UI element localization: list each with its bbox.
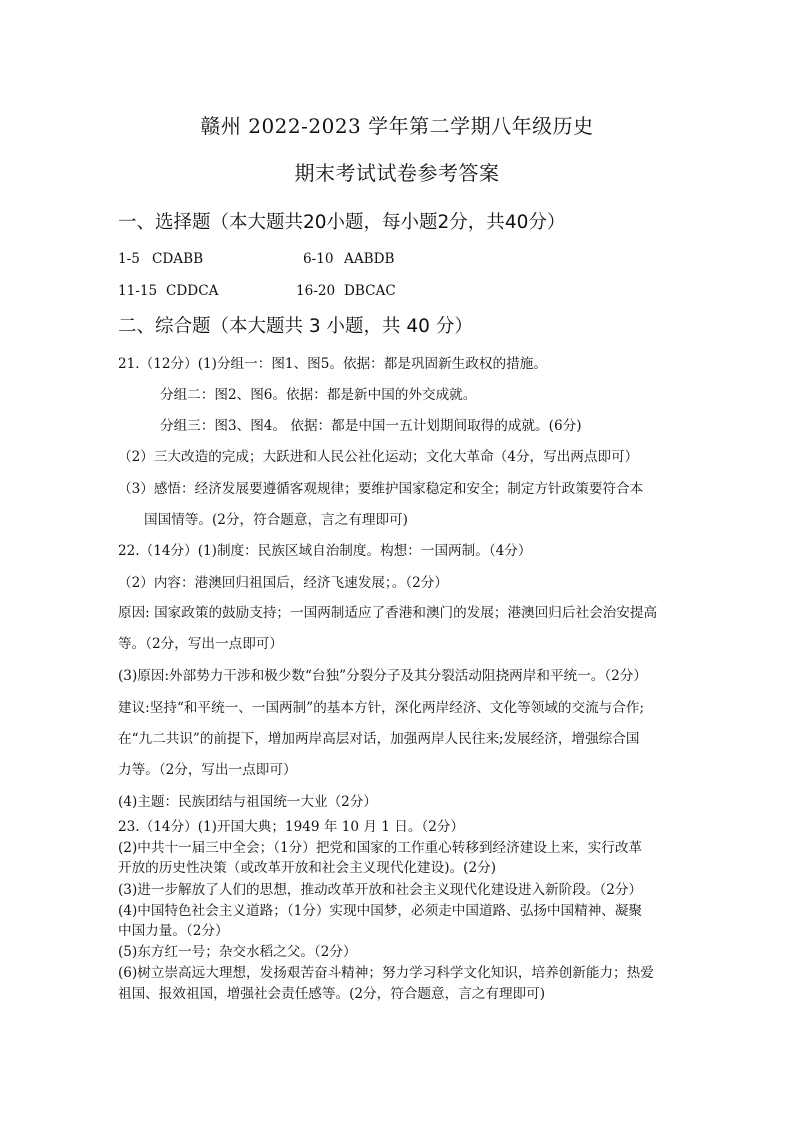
answer-value: AABDB <box>344 251 395 267</box>
answer-line: 分组二：图2、图6。依据：都是新中国的外交成就。 <box>160 387 477 403</box>
answer-line: (4)中国特色社会主义道路；（1分）实现中国梦，必须走中国道路、弘扬中国精神、凝聚 <box>118 903 643 919</box>
page-title: 赣州 2022-2023 学年第二学期八年级历史 <box>200 114 594 138</box>
answer-line: 开放的历史性决策（或改革开放和社会主义现代化建设)。(2分) <box>118 860 496 876</box>
answer-line: 等。（2分，写出一点即可） <box>118 636 283 652</box>
answer-line: (5)东方红一号；杂交水稻之父。（2分） <box>118 944 357 960</box>
answer-line: 在“九二共识”的前提下，增加两岸高层对话，加强两岸人民往来;发展经济，增强综合国 <box>118 731 640 747</box>
answer-range: 1-5 <box>118 251 140 267</box>
answer-line: 23.（14分）(1)开国大典；1949 年 10 月 1 日。（2分） <box>118 819 465 835</box>
answer-line: 21.（12分）(1)分组一：图1、图5。依据：都是巩固新生政权的措施。 <box>118 356 547 372</box>
answer-line: 建议:坚持“和平统一、一国两制”的基本方针，深化两岸经济、文化等领域的交流与合作; <box>118 700 645 716</box>
section-heading-choice: 一、选择题（本大题共20小题，每小题2分，共40分） <box>118 212 566 233</box>
answer-line: 国国情等。(2分，符合题意，言之有理即可) <box>144 512 408 528</box>
answer-line: (3)进一步解放了人们的思想，推动改革开放和社会主义现代化建设进入新阶段。（2分） <box>118 882 643 898</box>
answer-line: （3）感悟：经济发展要遵循客观规律；要维护国家稳定和安全；制定方针政策要符合本 <box>118 481 644 497</box>
page-subtitle: 期末考试试卷参考答案 <box>294 161 500 185</box>
answer-line: (6)树立崇高远大理想，发扬艰苦奋斗精神；努力学习科学文化知识，培养创新能力；热爱 <box>118 965 654 981</box>
section-heading-comprehensive: 二、综合题（本大题共 3 小题，共 40 分） <box>118 316 473 337</box>
answer-line: 力等。（2分，写出一点即可） <box>118 762 297 778</box>
answer-line: 22.（14分）(1)制度：民族区域自治制度。构想：一国两制。（4分） <box>118 543 532 559</box>
answer-range: 6-10 <box>303 251 334 267</box>
answer-line: 祖国、报效祖国，增强社会责任感等。(2分，符合题意，言之有理即可) <box>118 986 546 1002</box>
answer-line: （2）内容：港澳回归祖国后，经济飞速发展；。（2分） <box>118 575 448 591</box>
answer-line: 原因: 国家政策的鼓励支持；一国两制适应了香港和澳门的发展；港澳回归后社会治安提高 <box>118 605 658 621</box>
answer-line: （2）三大改造的完成；大跃进和人民公社化运动；文化大革命（4分，写出两点即可） <box>118 449 639 465</box>
answer-line: 中国力量。（2分） <box>118 923 229 939</box>
answer-line: (3)原因:外部势力干涉和极少数“台独”分裂分子及其分裂活动阻挠两岸和平统一。（2分） <box>118 668 647 684</box>
answer-line: 分组三：图3、图4。 依据：都是中国一五计划期间取得的成就。(6分) <box>160 418 582 434</box>
answer-range: 16-20 <box>296 283 336 299</box>
answer-line: (4)主题：民族团结与祖国统一大业（2分） <box>118 794 377 810</box>
answer-line: (2)中共十一届三中全会；（1分）把党和国家的工作重心转移到经济建设上来，实行改革 <box>118 840 643 856</box>
answer-range: 11-15 <box>118 283 158 299</box>
answer-value: DBCAC <box>344 283 396 299</box>
answer-value: CDDCA <box>166 283 219 299</box>
answer-value: CDABB <box>152 251 204 267</box>
